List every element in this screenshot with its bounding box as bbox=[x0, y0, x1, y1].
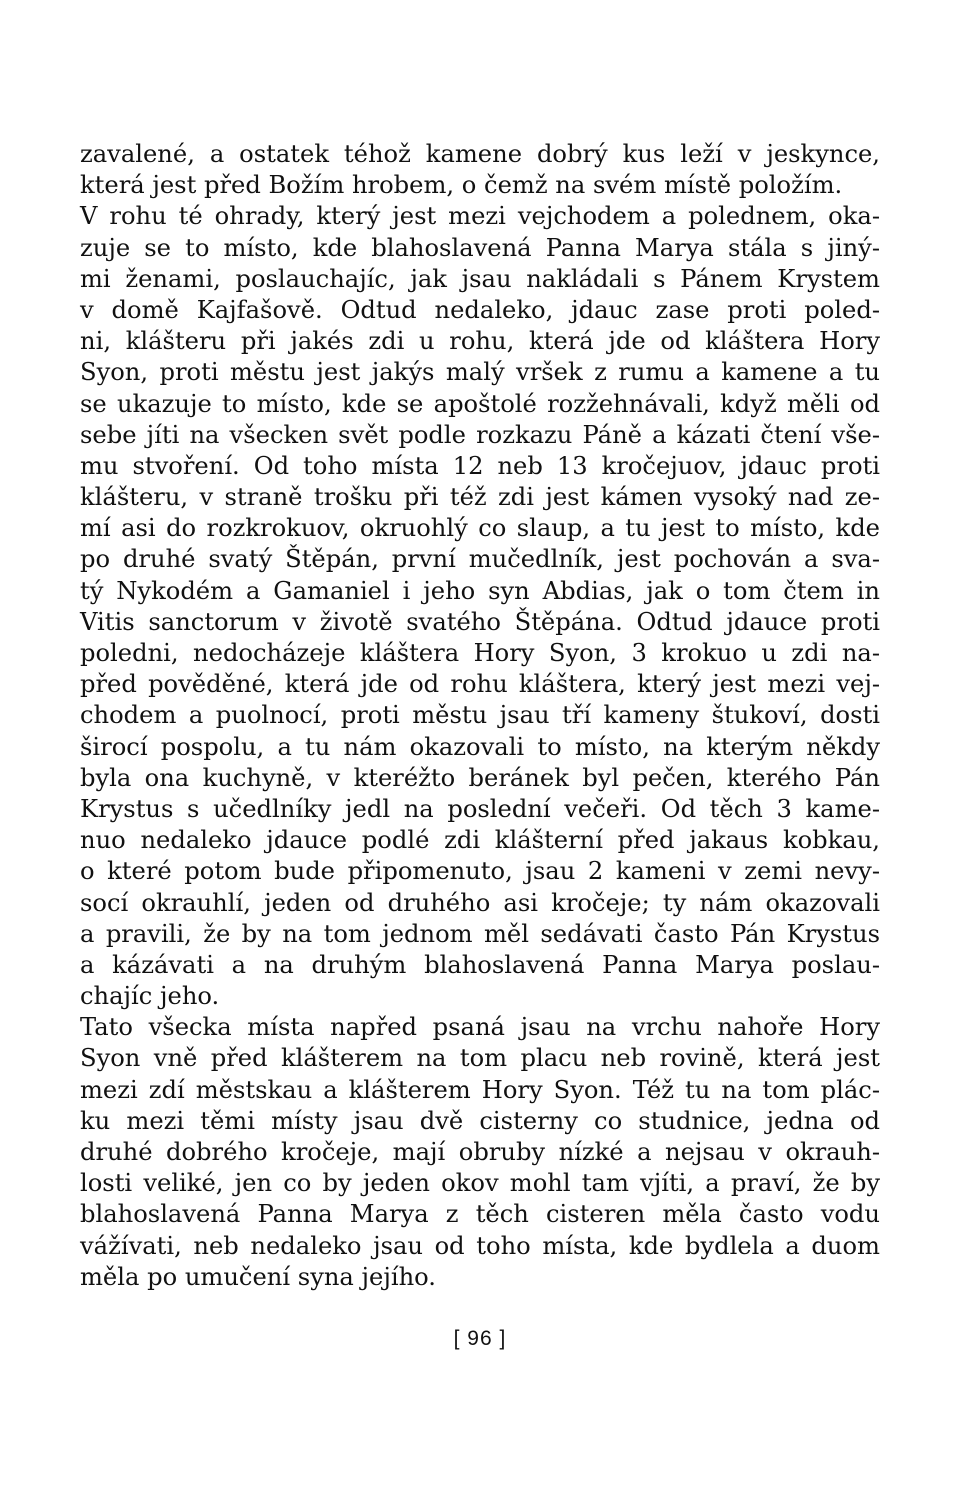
text-line: před pověděné, která jde od rohu kláštera, který jest mezi vej- bbox=[80, 670, 880, 699]
text-line: chajíc jeho. bbox=[80, 982, 220, 1011]
text-line: zuje se to místo, kde blahoslavená Panna Marya stála s jiný- bbox=[80, 233, 880, 262]
text-line: o které potom bude připomenuto, jsau 2 kameni v zemi nevy- bbox=[80, 857, 880, 886]
text-line: druhé dobrého kročeje, mají obruby nízké a nejsau v okrauh- bbox=[80, 1138, 880, 1166]
text-line: Vitis sanctorum v životě svatého Štěpána. Odtud jdauce proti bbox=[80, 607, 880, 636]
text-line: a pravili, že by na tom jednom měl sedávati často Pán Krystus bbox=[80, 919, 880, 948]
text-line: Syon vně před klášterem na tom placu neb rovině, která jest bbox=[80, 1044, 880, 1073]
text-line: a kázávati a na druhým blahoslavená Panna Marya poslau- bbox=[80, 950, 880, 979]
text-line: Krystus s učedlníky jedl na poslední večeři. Od těch 3 kame- bbox=[80, 794, 880, 823]
paragraph bbox=[80, 201, 880, 1012]
text-line: socí okrauhlí, jeden od druhého asi kročeje; ty nám okazovali bbox=[80, 888, 880, 917]
text-line: klášteru, v straně trošku při též zdi jest kámen vysoký nad ze- bbox=[80, 483, 880, 512]
text-line: chodem a puolnocí, proti městu jsau tří kameny štukoví, dosti bbox=[80, 701, 880, 730]
text-line: vážívati, neb nedaleko jsau od toho místa, kde bydlela a duom bbox=[80, 1231, 880, 1260]
text-line: zavalené, a ostatek téhož kamene dobrý kus leží v jeskynce, bbox=[80, 140, 880, 168]
text-line: která jest před Božím hrobem, o čemž na svém místě položím. bbox=[80, 171, 843, 200]
paragraph bbox=[80, 1012, 880, 1293]
paragraph bbox=[80, 139, 880, 201]
text-line: tý Nykodém a Gamaniel i jeho syn Abdias, jak o tom čtem in bbox=[80, 576, 880, 605]
text-line: blahoslavená Panna Marya z těch cisteren měla často vodu bbox=[80, 1200, 880, 1229]
text-line: mezi zdí městskau a klášterem Hory Syon. Též tu na tom plác- bbox=[80, 1075, 880, 1104]
text-line: poledni, nedocházeje kláštera Hory Syon, 3 krokuo u zdi na- bbox=[80, 639, 880, 667]
text-line: mí asi do rozkrokuov, okruohlý co slaup, a tu jest to místo, kde bbox=[80, 514, 880, 543]
text-line: Tato všecka místa napřed psaná jsau na vrchu nahoře Hory bbox=[80, 1013, 880, 1042]
text-line: losti veliké, jen co by jeden okov mohl tam vjíti, a praví, že by bbox=[80, 1169, 880, 1198]
text-line: ni, klášteru při jakés zdi u rohu, která jde od kláštera Hory bbox=[80, 327, 880, 356]
page-number: [ 96 ] bbox=[453, 1327, 507, 1350]
text-line: V rohu té ohrady, který jest mezi vejchodem a polednem, oka- bbox=[80, 202, 880, 231]
text-line: mi ženami, poslauchajíc, jak jsau nakládali s Pánem Krystem bbox=[80, 264, 880, 293]
text-line: ku mezi těmi místy jsau dvě cisterny co studnice, jedna od bbox=[80, 1106, 880, 1135]
text-line: po druhé svatý Štěpán, první mučedlník, jest pochován a sva- bbox=[80, 545, 880, 574]
body-text bbox=[80, 139, 880, 1293]
text-line: Syon, proti městu jest jakýs malý vršek z rumu a kamene a tu bbox=[80, 358, 880, 387]
text-line: mu stvoření. Od toho místa 12 neb 13 kročejuov, jdauc proti bbox=[80, 451, 880, 480]
text-line: nuo nedaleko jdauce podlé zdi klášterní před jakaus kobkau, bbox=[80, 826, 880, 855]
text-line: širocí pospolu, a tu nám okazovali to místo, na kterým někdy bbox=[80, 732, 880, 761]
text-line: sebe jíti na všecken svět podle rozkazu Páně a kázati čtení vše- bbox=[80, 420, 880, 449]
text-line: byla ona kuchyně, v kteréžto beránek byl pečen, kterého Pán bbox=[80, 763, 880, 792]
text-line: se ukazuje to místo, kde se apoštolé rozžehnávali, když měli od bbox=[80, 389, 880, 418]
text-line: v domě Kajfašově. Odtud nedaleko, jdauc zase proti poled- bbox=[80, 295, 880, 324]
text-line: měla po umučení syna jejího. bbox=[80, 1262, 436, 1291]
